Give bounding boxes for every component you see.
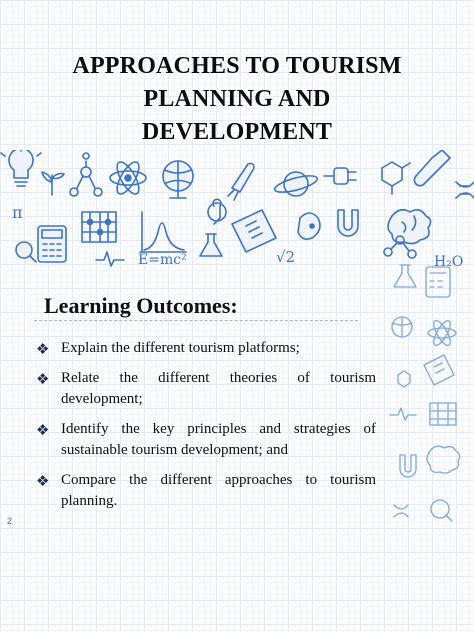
dna-icon bbox=[456, 182, 474, 198]
list-item bbox=[36, 419, 376, 461]
plant-icon bbox=[42, 172, 64, 195]
pulse-icon bbox=[96, 252, 124, 266]
lens-icon bbox=[16, 242, 36, 262]
document-icon bbox=[232, 210, 276, 252]
science-doodle-banner bbox=[0, 150, 474, 270]
list-item bbox=[36, 368, 376, 410]
magnet-icon bbox=[338, 210, 358, 236]
list-item bbox=[36, 338, 376, 359]
diamond-bullet-icon: ❖ bbox=[36, 340, 50, 358]
outcomes-list bbox=[36, 338, 376, 521]
root-two-text: √2 bbox=[276, 248, 296, 266]
pi-symbol: π bbox=[12, 203, 23, 222]
mouse-icon bbox=[298, 213, 320, 239]
calculator-icon bbox=[38, 226, 66, 262]
molecule-icon bbox=[70, 153, 102, 196]
formula-text: E=mc² bbox=[138, 252, 187, 268]
learning-outcomes-heading: Learning Outcomes: bbox=[44, 293, 238, 318]
outcome-text: Identify the key principles and strategies of sustainable tourism development; and bbox=[61, 421, 376, 458]
side-doodle-strip bbox=[380, 255, 474, 545]
water-text: H₂O bbox=[434, 254, 464, 270]
globe-icon bbox=[163, 161, 193, 198]
diamond-bullet-icon: ❖ bbox=[36, 472, 50, 490]
slide-title bbox=[0, 50, 474, 149]
beaker-icon bbox=[208, 199, 226, 224]
outcome-text: Compare the different approaches to tourism planning. bbox=[61, 472, 376, 509]
title-line-2: PLANNING AND bbox=[143, 86, 331, 112]
page-number: 2 bbox=[7, 516, 13, 526]
abacus-icon bbox=[82, 212, 116, 242]
title-line-3: DEVELOPMENT bbox=[141, 119, 333, 145]
planet-icon bbox=[273, 172, 319, 196]
outcome-text: Relate the different theories of tourism development; bbox=[61, 370, 376, 407]
diamond-bullet-icon: ❖ bbox=[36, 421, 50, 439]
rocket-icon bbox=[228, 164, 254, 201]
thermometer-icon bbox=[414, 150, 450, 186]
bell-curve-icon bbox=[140, 212, 186, 252]
diamond-bullet-icon: ❖ bbox=[36, 370, 50, 388]
heading-divider bbox=[34, 320, 358, 321]
title-line-1: APPROACHES TO TOURISM bbox=[72, 53, 402, 79]
brain-icon bbox=[388, 210, 431, 244]
hexagon-molecule-icon bbox=[382, 162, 410, 194]
list-item bbox=[36, 470, 376, 512]
outcome-text: Explain the different tourism platforms; bbox=[61, 340, 300, 356]
atom-icon bbox=[110, 159, 146, 197]
plug-icon bbox=[324, 168, 356, 184]
flask-icon bbox=[200, 234, 222, 256]
lightbulb-icon bbox=[1, 150, 41, 186]
